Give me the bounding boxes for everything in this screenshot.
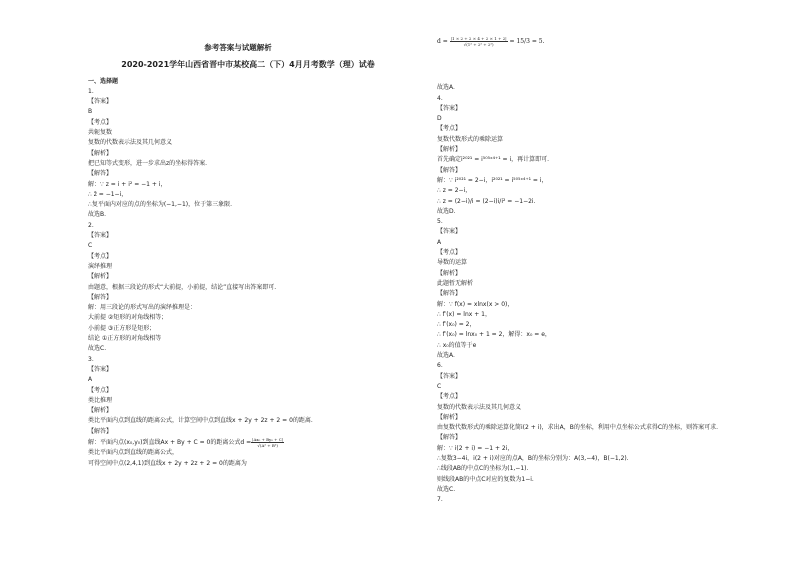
distance-calculation — [437, 36, 767, 47]
text-line: 类比平面内点到直线的距离公式， — [88, 449, 179, 457]
text-line: 故选C. — [88, 345, 107, 353]
text-line: ∴复平面内对应的点的坐标为(−1,−1)，位于第三象限. — [88, 201, 233, 209]
text-line: 【答案】 — [88, 365, 113, 373]
text-line: 【解析】 — [437, 413, 462, 421]
text-line: 故选A. — [437, 84, 455, 92]
text-line: 复数的代数表示法及其几何意义 — [88, 139, 173, 147]
text-line: 解：∵ f(x) = xlnx(x > 0)， — [437, 300, 514, 308]
text-line: 则线段AB的中点C对应的复数为1−i. — [437, 475, 534, 483]
distance-prefix: d = — [437, 38, 448, 45]
text-line: 首先确定i²⁰²¹ = i⁵⁰⁵ˣ⁴⁺¹ = i，再计算即可. — [437, 156, 550, 164]
text-line: 小前提 ③正方形是矩形； — [88, 324, 156, 332]
text-line: 【答案】 — [437, 228, 462, 236]
text-line: ∴复数3−4i，i(2 + i)对应的点A，B的坐标分别为：A(3,−4)，B(−1,2). — [437, 454, 629, 462]
fraction-numerator: |Ax₀ + By₀ + C| — [252, 436, 284, 442]
distance-numerator: |1 × 2 + 2 × 4 + 2 × 1 + 2| — [450, 36, 507, 41]
text-line: 解：∵ z = i + i² = −1 + i， — [88, 180, 167, 188]
distance-denominator: √(1² + 2² + 2²) — [463, 42, 494, 47]
text-line: 1. — [88, 87, 94, 95]
text-line: ∴ f′(x₀) = 2， — [437, 321, 476, 329]
text-line: 类比平面内点到直线的距离公式，计算空间中点到直线x + 2y + 2z + 2 = 0的距离. — [88, 417, 313, 425]
distance-result: = 5. — [531, 38, 545, 45]
text-line: 由题意，根据三段论的形式“大前提，小前提，结论”直接写出答案即可. — [88, 283, 277, 291]
text-line: 解：∵ i(2 + i) = −1 + 2i， — [437, 444, 514, 452]
text-line: 解：∵ i²⁰²¹ = 2−i，i²⁰²¹ = i⁵⁰⁵ˣ⁴⁺¹ = i， — [437, 176, 548, 184]
text-line: C — [88, 242, 93, 250]
text-line: 类比推理 — [88, 396, 113, 404]
text-line: ∴ z̄ = −1−i， — [88, 190, 128, 198]
text-line: 【答案】 — [88, 232, 113, 240]
text-line: 【考点】 — [437, 249, 462, 257]
text-line: 故选D. — [437, 207, 456, 215]
text-line: 【考点】 — [88, 118, 113, 126]
text-line: 【解答】 — [88, 427, 113, 435]
fraction-denominator: √(A² + B²) — [257, 442, 278, 448]
text-line: 【解答】 — [88, 293, 113, 301]
text-line: 【考点】 — [88, 386, 113, 394]
text-line: 【解析】 — [88, 407, 113, 415]
text-line: 由复数代数形式的乘除运算化简i(2 + i)，求出A，B的坐标，利用中点坐标公式求得C的坐标，则答案可求. — [437, 424, 718, 432]
text-line: 故选C. — [437, 485, 456, 493]
text-line: 【解析】 — [437, 269, 462, 277]
text-line: 【解答】 — [88, 170, 113, 178]
text-line: 6. — [437, 362, 443, 370]
left-lines — [88, 87, 408, 469]
text-line: 复数代数形式的乘除运算 — [437, 135, 504, 143]
text-line: 可得空间中点(2,4,1)到直线x + 2y + 2z + 2 = 0的距离为 — [88, 459, 247, 467]
text-line: 【解答】 — [437, 290, 462, 298]
text-line: 导数的运算 — [437, 259, 468, 267]
distance-result-fraction: 15/3 — [516, 38, 530, 45]
text-line: 【解析】 — [88, 273, 113, 281]
text-line: 复数的代数表示法及其几何意义 — [437, 403, 522, 411]
text-line: 7. — [437, 496, 443, 504]
text-line: 【解答】 — [437, 434, 462, 442]
text-line: 把已知等式变形，进一步求出z的坐标得答案. — [88, 159, 208, 167]
text-line: 2. — [88, 221, 94, 229]
text-line: 大前提 ②矩形的对角线相等； — [88, 314, 168, 322]
point-line-distance-fraction — [251, 437, 284, 448]
text-line: 故选B. — [88, 211, 107, 219]
text-line: B — [88, 108, 93, 116]
text-line: 此题暂无解析 — [437, 279, 474, 287]
text-line: 【考点】 — [437, 393, 462, 401]
text-line: 【考点】 — [437, 125, 462, 133]
text-line: ∴ f′(x) = lnx + 1， — [437, 310, 491, 318]
text-line: 解：平面内点(x₀,y₀)到直线Ax + By + C = 0的距离公式d = $\frac{\text{|Ax₀ + By₀ + C|}}{\text{√(A² + B²)}}$ — [88, 436, 284, 448]
text-line: 3. — [88, 355, 94, 363]
text-line: ∴ z = 2−i， — [437, 187, 472, 195]
text-line: 4. — [437, 94, 443, 102]
text-line: 共轭复数 — [88, 129, 113, 137]
distance-fraction — [450, 36, 508, 47]
text-line: A — [437, 238, 442, 246]
text-line: 故选A. — [437, 352, 455, 360]
text-line: 【解析】 — [88, 149, 113, 157]
text-line: 【解析】 — [437, 146, 462, 154]
text-line: 5. — [437, 218, 443, 226]
document-title: 参考答案与试题解析 — [204, 43, 272, 52]
distance-eq: = — [509, 38, 515, 45]
right-column — [437, 0, 767, 562]
left-column — [88, 0, 408, 562]
text-line: 【考点】 — [88, 252, 113, 260]
text-line: 【解答】 — [437, 166, 462, 174]
text-line: ∴ x₀的值等于e — [437, 341, 477, 349]
text-line: C — [437, 382, 442, 390]
section-heading: 一、选择题 — [88, 77, 119, 85]
text-line: 演绎推理 — [88, 262, 113, 270]
text-line: 【答案】 — [437, 104, 462, 112]
text-line: 解：用三段论的形式写出的演绎推理是： — [88, 304, 197, 312]
text-line: ∴ z = (2−i)/i = (2−i)i/i² = −1−2i. — [437, 197, 536, 205]
exam-subtitle: 2020-2021学年山西省晋中市某校高二（下）4月月考数学（理）试卷 — [121, 60, 375, 70]
text-line: ∴ f′(x₀) = lnx₀ + 1 = 2，解得：x₀ = e， — [437, 331, 551, 339]
text-line: 结论 ①正方形的对角线相等 — [88, 335, 162, 343]
text-line: 【答案】 — [88, 98, 113, 106]
text-line: ∴线段AB的中点C的坐标为(1,−1). — [437, 465, 529, 473]
text-line: D — [437, 115, 442, 123]
text-line: 【答案】 — [437, 372, 462, 380]
text-line: A — [88, 376, 93, 384]
right-lines — [437, 83, 767, 505]
